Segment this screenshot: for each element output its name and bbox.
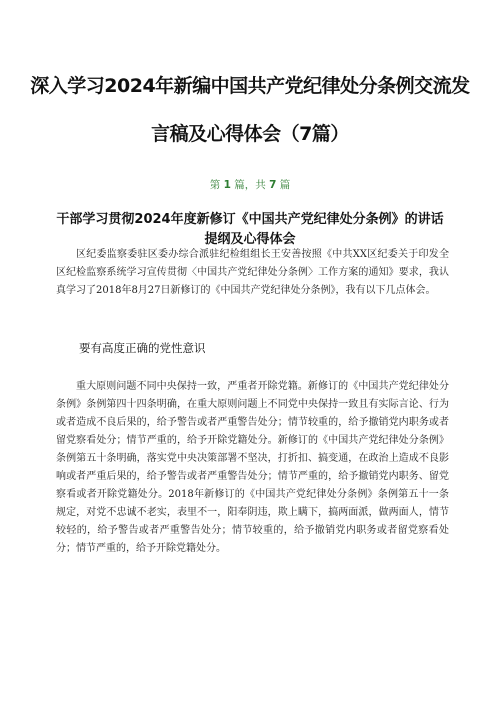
counter-prefix: 第 <box>209 179 221 191</box>
document-title-line-2: 言稿及心得体会（7篇） <box>151 123 349 145</box>
counter-mid: 篇，共 <box>234 179 266 191</box>
section-heading: 要有高度正确的党性意识 <box>79 341 206 355</box>
intro-paragraph: 区纪委监察委驻区委办综合派驻纪检组组长王安善按照《中共XX区纪委关于印发全区纪检监察系统学习宣传贯彻〈中国共产党纪律处分条例〉工作方案的通知》要求，我认真学习了2018年8月27日新修订的《中国共产党纪律处分条例》，我有以下几点体会。 <box>56 249 449 296</box>
body-paragraph: 重大原则问题不同中央保持一致，严重者开除党籍。新修订的《中国共产党纪律处分条例》条例第四十四条明确，在重大原则问题上不同党中央保持一致且有实际言论、行为或者造成不良后果的，给予警告或者严重警告处分；情节较重的，给予撤销党内职务或者留党察看处分；情节严重的，给予开除党籍处分。新修订的《中国共产党纪律处分条例》条例第五十条明确，落实党中央决策部署不坚决，打折扣、搞变通，在政治上造成不良影响或者严重后果的，给予警告或者严重警告处分；情节严重的，给予撤销党内职务、留党察看或者开除党籍处分。2018年新修订的《中国共产党纪律处分条例》条例第五十一条规定，对党不忠诚不老实，表里不一，阳奉阴违，欺上瞒下，搞两面派，做两面人，情节较轻的，给予警告或者严重警告处分；情节较重的，给予撤销党内职务或者留党察看处分；情节严重的，给予开除党籍处分。 <box>56 381 449 554</box>
document-title-line-1: 深入学习2024年新编中国共产党纪律处分条例交流发 <box>30 75 470 97</box>
counter-total: 7 <box>269 179 277 191</box>
counter-current: 1 <box>223 179 231 191</box>
article-title: 干部学习贯彻2024年度新修订《中国共产党纪律处分条例》的讲话提纲及心得体会 <box>56 211 444 247</box>
article-counter <box>0 177 500 192</box>
counter-suffix: 篇 <box>279 179 291 191</box>
